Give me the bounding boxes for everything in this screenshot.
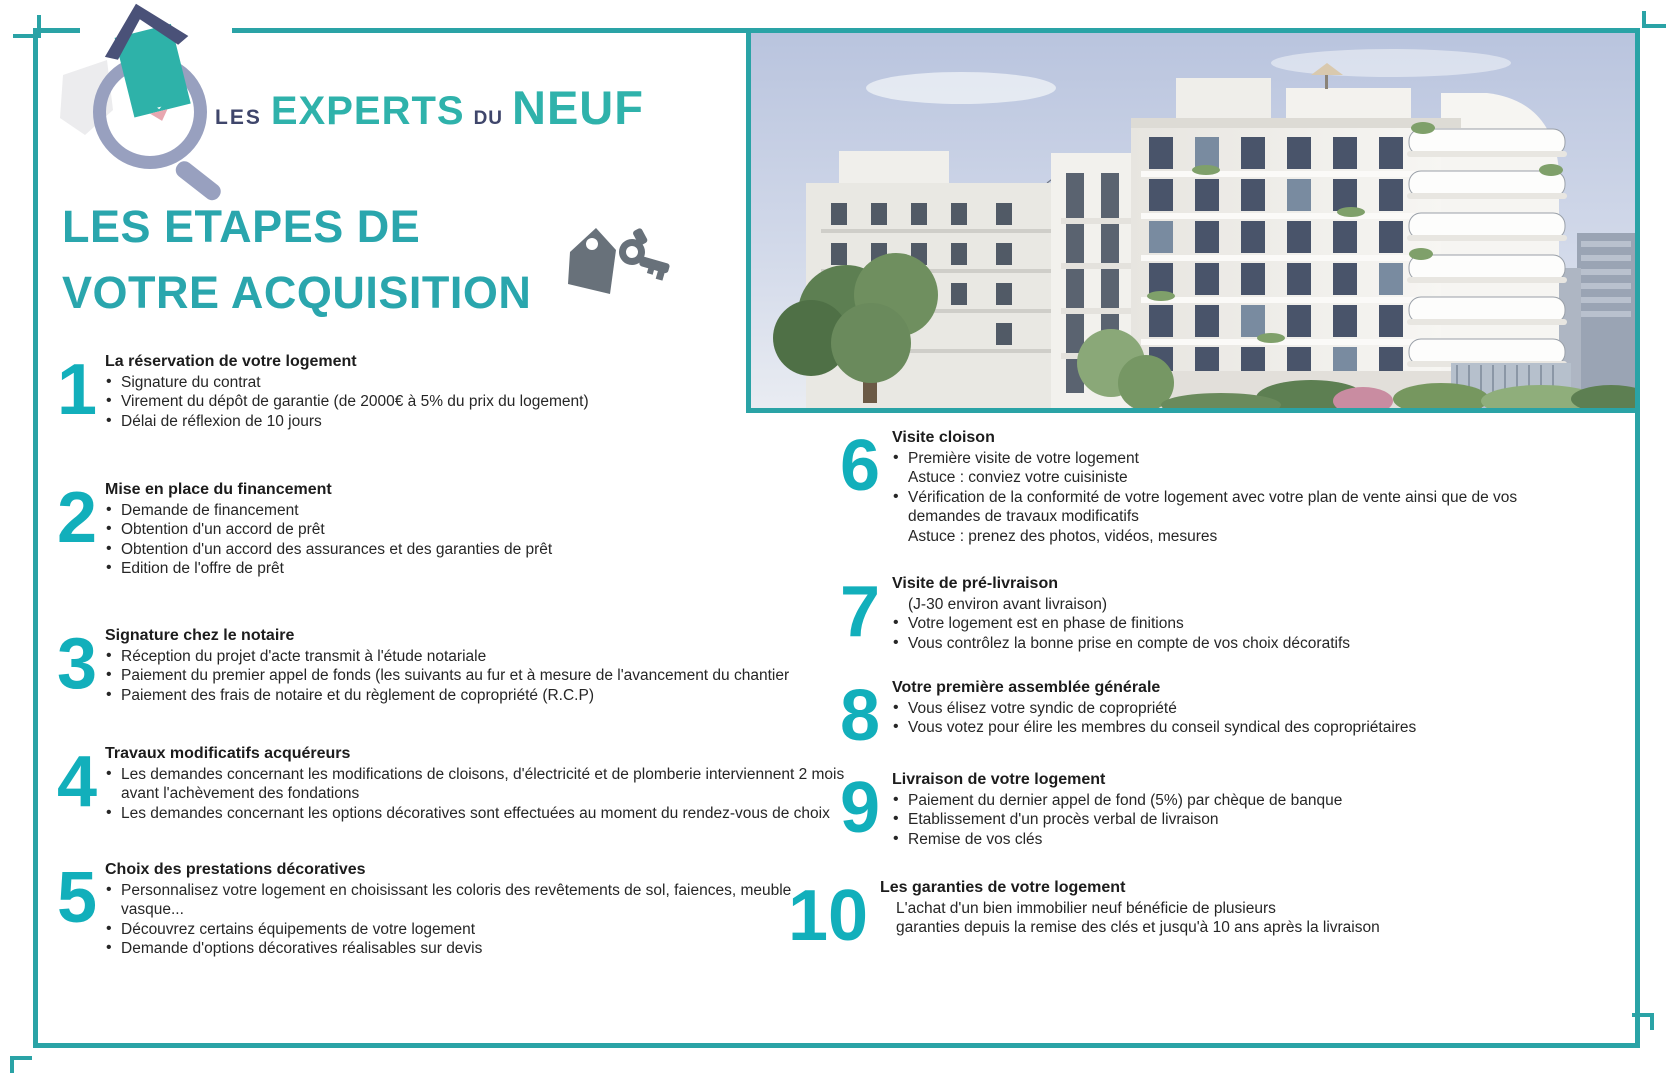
step-item: L'achat d'un bien immobilier neuf bénéficie de plusieurs [896,899,1276,917]
page-title-line2: VOTRE ACQUISITION [62,267,532,318]
step-item: • Vous élisez votre syndic de copropriété [892,699,1552,719]
step-title: Livraison de votre logement [892,771,1106,788]
step-body [105,860,850,959]
step-item: • Vérification de la conformité de votre logement avec votre plan de vente ainsi que de vos demandes de travaux modificatifs [892,488,1552,527]
acquisition-step [42,860,850,959]
step-item-list [892,699,1552,738]
step-number: 9 [839,768,880,848]
step-item: • Paiement des frais de notaire et du règlement de copropriété (R.C.P) [105,686,850,706]
step-body [105,480,850,579]
step-item: Astuce : prenez des photos, vidéos, mesures [908,527,1218,545]
step-item: • Demande de financement [105,501,850,521]
step-body [892,428,1552,546]
step-item: • Obtention d'un accord de prêt [105,520,850,540]
step-body [892,770,1552,849]
step-title: Mise en place du financement [105,481,332,498]
step-item-list [105,373,850,432]
step-number: 10 [788,876,869,956]
step-item: • Demande d'options décoratives réalisables sur devis [105,939,850,959]
house-keys-icon [556,220,671,312]
step-item: • Remise de vos clés [892,830,1552,850]
step-number: 5 [56,858,97,938]
step-item: (J-30 environ avant livraison) [908,595,1108,613]
step-item-list [105,881,850,959]
step-number: 2 [56,478,97,558]
step-title: Les garanties de votre logement [880,879,1126,896]
crop-mark-bottom-left-icon [10,1056,32,1073]
step-body [880,878,1540,950]
acquisition-step [42,626,850,705]
step-item: • Paiement du dernier appel de fond (5%) par chèque de banque [892,791,1552,811]
step-item-list [880,899,1540,938]
acquisition-step [800,428,1552,546]
acquisition-step [800,676,1552,756]
step-body [105,352,850,431]
step-number: 8 [839,676,880,756]
step-item-list [892,595,1552,654]
step-title: Visite cloison [892,429,995,446]
step-title: La réservation de votre logement [105,353,357,370]
step-body [892,574,1552,653]
step-item: • Personnalisez votre logement en choisissant les coloris des revêtements de sol, faiences, meuble vasque... [105,881,850,920]
step-item: • Paiement du premier appel de fonds (les suivants au fur et à mesure de l'avancement du chantier [105,666,850,686]
step-item: • Votre logement est en phase de finitions [892,614,1552,634]
step-item: • Vous contrôlez la bonne prise en compte de vos choix décoratifs [892,634,1552,654]
crop-mark-top-right-icon [1642,11,1666,28]
page-title-line1: LES ETAPES DE [62,201,421,252]
step-item: • Obtention d'un accord des assurances et des garanties de prêt [105,540,850,560]
step-number: 3 [56,624,97,704]
step-item-list [892,449,1552,547]
step-item-list [105,501,850,579]
step-item: • Les demandes concernant les modifications de cloisons, d'électricité et de plomberie interviennent 2 mois avant l'achèvement des fondations [105,765,850,804]
building-photo [746,28,1640,413]
acquisition-step [42,352,850,431]
acquisition-step [800,574,1552,653]
step-number: 1 [56,350,97,430]
step-item: • Les demandes concernant les options décoratives sont effectuées au moment du rendez-vous de choix [105,804,850,824]
step-title: Visite de pré-livraison [892,575,1058,592]
step-number: 6 [839,426,880,506]
logo-word-les: LES [215,106,262,129]
logo-word-neuf: NEUF [512,81,644,134]
step-item: • Signature du contrat [105,373,850,393]
logo-wordmark [215,80,644,135]
step-title: Choix des prestations décoratives [105,861,366,878]
step-number: 4 [56,742,97,822]
step-item: • Réception du projet d'acte transmit à l'étude notariale [105,647,850,667]
step-number: 7 [839,572,880,652]
page-title [62,194,531,326]
acquisition-step [42,480,850,579]
step-item: • Délai de réflexion de 10 jours [105,412,850,432]
logo-word-experts: EXPERTS [270,89,465,133]
acquisition-step [788,876,1540,956]
step-item-list [892,791,1552,850]
step-title: Signature chez le notaire [105,627,295,644]
step-item: garanties depuis la remise des clés et jusqu'à 10 ans après la livraison [896,919,1380,936]
step-item: • Edition de l'offre de prêt [105,559,850,579]
acquisition-step [42,744,850,823]
acquisition-step [800,770,1552,849]
step-item: • Première visite de votre logement [892,449,1552,469]
step-body [105,626,850,705]
step-title: Votre première assemblée générale [892,679,1161,696]
building-photo-scene [751,33,1635,408]
step-item: Astuce : conviez votre cuisiniste [908,469,1128,486]
logo-word-du: DU [473,108,504,129]
step-item: • Etablissement d'un procès verbal de livraison [892,810,1552,830]
step-title: Travaux modificatifs acquéreurs [105,745,351,762]
step-body [105,744,850,823]
step-item: • Virement du dépôt de garantie (de 2000€ à 5% du prix du logement) [105,392,850,412]
step-item-list [105,765,850,824]
step-item: • Découvrez certains équipements de votre logement [105,920,850,940]
step-body [892,678,1552,750]
step-item: • Vous votez pour élire les membres du conseil syndical des copropriétaires [892,718,1552,738]
step-item-list [105,647,850,706]
